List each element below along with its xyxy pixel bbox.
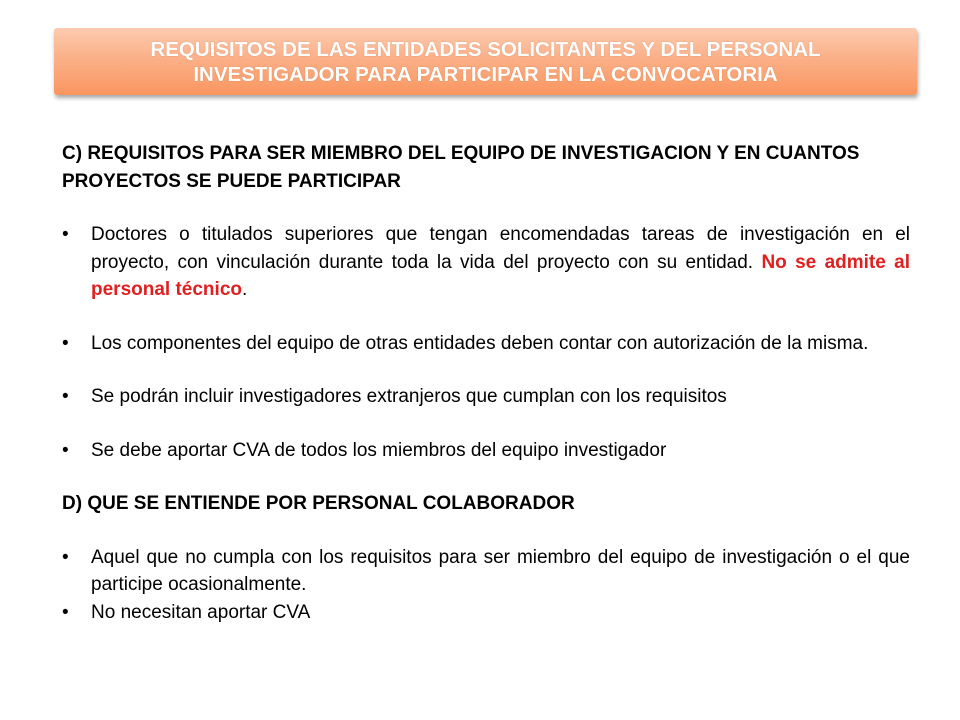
- highlight-no-technical-staff: No se admite al personal técnico: [91, 251, 910, 300]
- bullet-text: Doctores o titulados superiores que tengan encomendadas tareas de investigación en el proyecto, con vinculación durante toda la vida del proyecto con su entidad.: [91, 224, 910, 273]
- bullet-text: Se debe aportar CVA de todos los miembros del equipo investigador: [91, 439, 667, 461]
- section-d-bullet-1: [62, 544, 910, 599]
- section-c-bullet-4: [62, 437, 910, 465]
- bullet-text: Aquel que no cumpla con los requisitos para ser miembro del equipo de investigación o el que participe ocasionalmente.: [91, 546, 910, 595]
- bullet-text: No necesitan aportar CVA: [91, 601, 311, 623]
- section-c-bullet-2: [62, 330, 910, 358]
- bullet-text: Los componentes del equipo de otras entidades deben contar con autorización de la misma.: [91, 332, 869, 354]
- slide-title-line-1: REQUISITOS DE LAS ENTIDADES SOLICITANTES Y DEL PERSONAL: [150, 37, 821, 61]
- section-d-heading: D) QUE SE ENTIENDE POR PERSONAL COLABORADOR: [62, 493, 575, 514]
- bullet-dot: •: [62, 332, 69, 354]
- bullet-text: Se podrán incluir investigadores extranjeros que cumplan con los requisitos: [91, 386, 727, 407]
- slide-title-banner: [54, 28, 917, 95]
- bullet-text-end: .: [242, 279, 248, 300]
- bullet-dot: •: [62, 546, 69, 568]
- bullet-dot: •: [62, 386, 69, 407]
- bullet-dot: •: [62, 439, 69, 461]
- section-c-heading: C) REQUISITOS PARA SER MIEMBRO DEL EQUIPO DE INVESTIGACION Y EN CUANTOS PROYECTOS SE PUEDE PARTICIPAR: [62, 143, 860, 192]
- section-c-bullet-1: [62, 221, 910, 304]
- slide-title-line-2: INVESTIGADOR PARA PARTICIPAR EN LA CONVOCATORIA: [193, 62, 778, 86]
- slide-body: [62, 140, 910, 626]
- section-d-bullet-2: [62, 599, 910, 627]
- bullet-dot: •: [62, 601, 69, 623]
- section-c-bullet-3: [62, 383, 910, 411]
- bullet-dot: •: [62, 224, 69, 245]
